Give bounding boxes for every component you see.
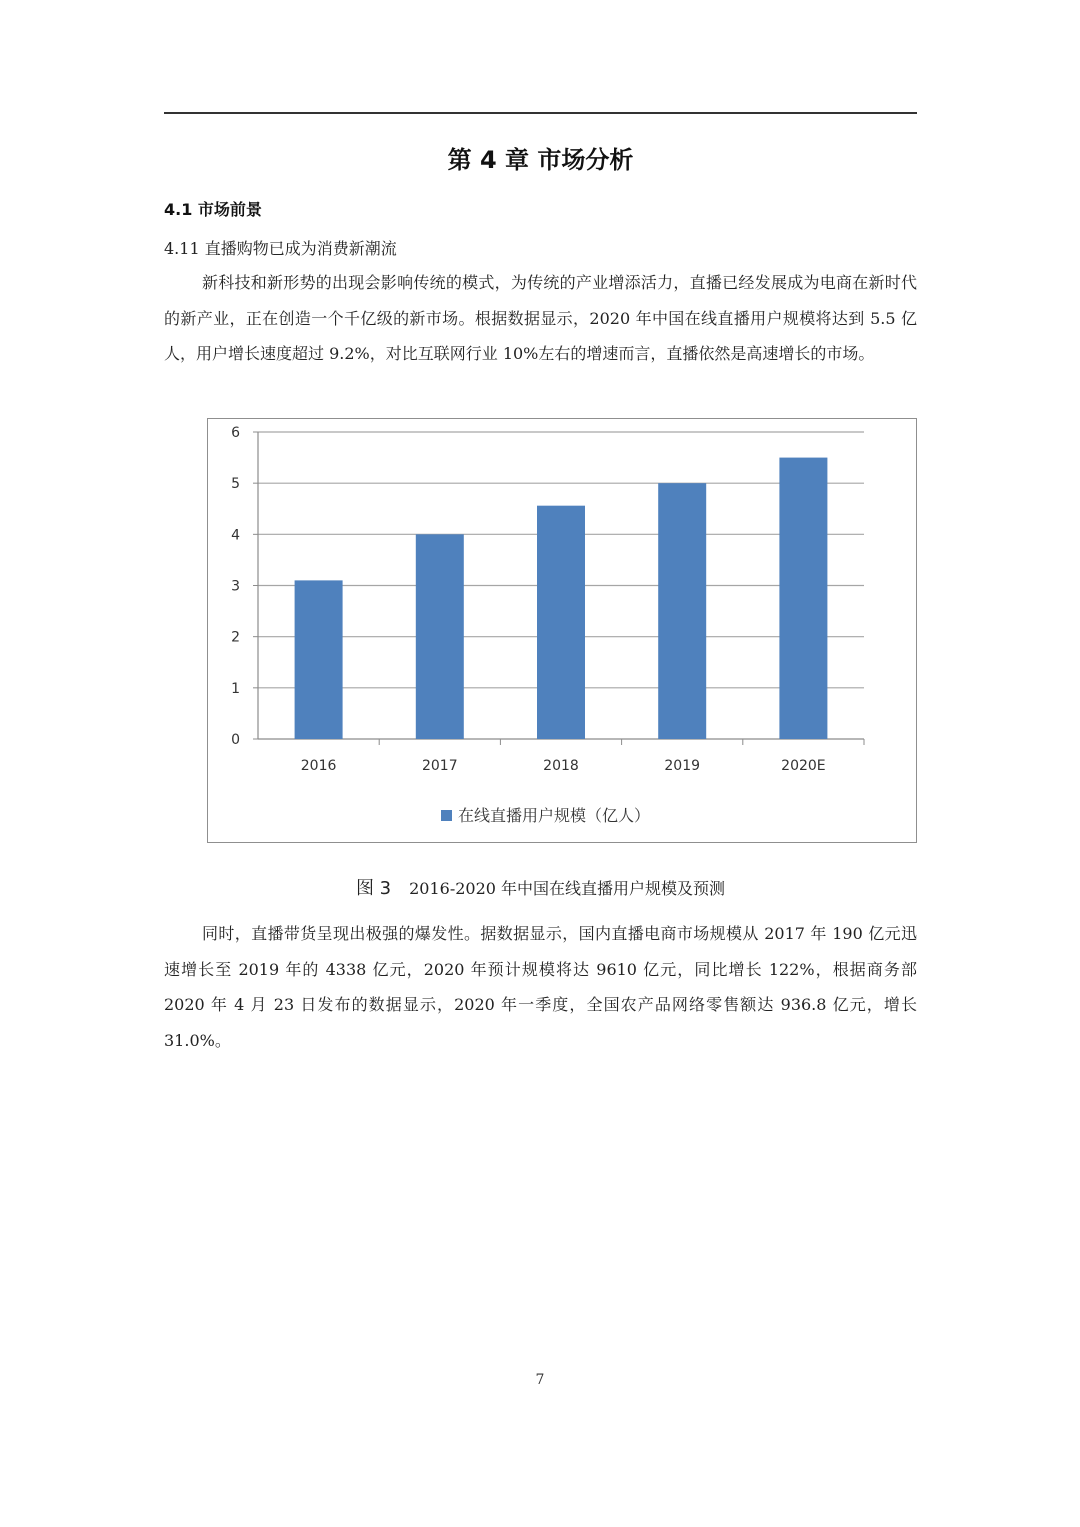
figure-caption-text: 2016-2020 年中国在线直播用户规模及预测: [409, 879, 726, 898]
figure-caption: [164, 874, 917, 900]
bar-2018: [537, 506, 585, 739]
bar-2016: [295, 580, 343, 739]
x-tick-label: 2017: [421, 758, 458, 774]
x-tick-label: 2018: [543, 758, 579, 774]
x-tick-label: 2019: [664, 758, 701, 774]
bar-2020E: [779, 458, 827, 739]
subsection-title: 4.11 直播购物已成为消费新潮流: [164, 239, 397, 258]
figure-label: 图 3: [355, 878, 392, 899]
header-rule: [164, 112, 917, 114]
y-tick-label: 4: [231, 527, 240, 544]
chapter-title: 第 4 章 市场分析: [447, 146, 634, 174]
bar-2019: [658, 483, 706, 739]
y-tick-label: 6: [231, 425, 240, 441]
legend-swatch: [441, 810, 452, 821]
bar-2017: [416, 534, 464, 739]
paragraph-ecommerce: 同时，直播带货呈现出极强的爆发性。据数据显示，国内直播电商市场规模从 2017 年 190 亿元迅速增长至 2019 年的 4338 亿元，2020 年预计规模将达 9610 亿元，同比增长 122%，根据商务部 2020 年 4 月 23 日发布的数据显示，2020 年一季度，全国农产品网络零售额达 936.8 亿元，增长 31.0%。: [164, 924, 917, 1050]
page-number: 7: [535, 1372, 545, 1388]
x-tick-label: 2016: [300, 758, 337, 774]
legend-label: 在线直播用户规模（亿人）: [458, 806, 651, 825]
chart-canvas: [208, 419, 915, 841]
y-tick-label: 0: [231, 732, 240, 748]
paragraph-intro: 新科技和新形势的出现会影响传统的模式，为传统的产业增添活力，直播已经发展成为电商在新时代的新产业，正在创造一个千亿级的新市场。根据数据显示，2020 年中国在线直播用户规模将达到 5.5 亿人，用户增长速度超过 9.2%，对比互联网行业 10%左右的增速而言，直播依然是高速增长的市场。: [164, 273, 917, 363]
y-tick-label: 2: [231, 629, 240, 646]
y-tick-label: 3: [231, 578, 240, 595]
y-tick-label: 1: [231, 680, 240, 697]
bar-chart: [207, 418, 917, 843]
y-tick-label: 5: [231, 476, 240, 493]
section-title: 4.1 市场前景: [164, 200, 262, 219]
x-tick-label: 2020E: [781, 758, 826, 774]
